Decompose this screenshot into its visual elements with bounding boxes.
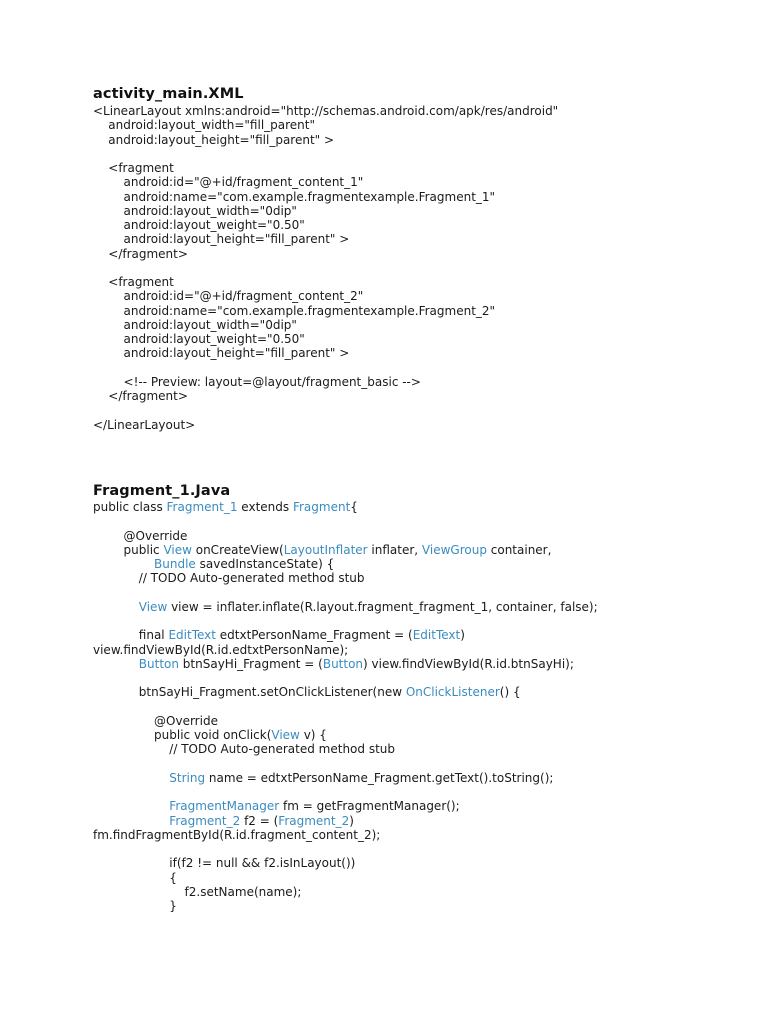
code-line bbox=[93, 685, 598, 699]
code-line bbox=[93, 332, 558, 346]
code-token: view = inflater.inflate(R.layout.fragment_fragment_1, container, false); bbox=[167, 599, 598, 614]
code-token: extends bbox=[237, 500, 293, 514]
code-token: // TODO Auto-generated method stub bbox=[93, 571, 365, 586]
code-type-token: EditText bbox=[168, 628, 216, 643]
code-token: // TODO Auto-generated method stub bbox=[93, 742, 396, 757]
code-line bbox=[93, 418, 558, 432]
code-token: if(f2 != null && f2.isInLayout()) bbox=[93, 856, 356, 871]
code-line bbox=[93, 261, 558, 275]
code-line bbox=[93, 856, 598, 870]
code-type-token: View bbox=[271, 728, 300, 742]
code-line bbox=[93, 375, 558, 389]
code-token: container, bbox=[486, 542, 552, 557]
code-type-token: Bundle bbox=[154, 557, 196, 571]
code-line bbox=[93, 785, 598, 799]
code-line bbox=[93, 118, 558, 132]
xml-code-block bbox=[93, 104, 558, 432]
code-token: </LinearLayout> bbox=[93, 417, 196, 432]
code-type-token: View bbox=[163, 542, 192, 557]
code-type-token: Fragment bbox=[292, 500, 351, 514]
code-line bbox=[93, 842, 598, 856]
code-line bbox=[93, 871, 598, 885]
code-type-token: Fragment_2 bbox=[278, 813, 350, 828]
code-token: <fragment bbox=[93, 275, 174, 289]
code-type-token: EditText bbox=[412, 628, 461, 643]
code-token: android:layout_height="fill_parent" > bbox=[93, 346, 350, 361]
code-line bbox=[93, 700, 598, 714]
code-type-token: Button bbox=[322, 656, 364, 671]
code-line bbox=[93, 529, 598, 543]
code-line bbox=[93, 275, 558, 289]
code-token: onCreateView( bbox=[191, 542, 284, 557]
code-token: f2 = ( bbox=[240, 813, 279, 828]
code-token: public void onClick( bbox=[93, 728, 272, 742]
code-type-token: String bbox=[169, 770, 206, 785]
code-line bbox=[93, 361, 558, 375]
code-line bbox=[93, 543, 598, 557]
code-line bbox=[93, 571, 598, 585]
code-token: android:id="@+id/fragment_content_1" bbox=[93, 175, 364, 190]
code-line bbox=[93, 885, 598, 899]
code-token: <fragment bbox=[93, 161, 174, 175]
code-token: view.findViewById(R.id.edtxtPersonName); bbox=[93, 642, 349, 657]
code-line bbox=[93, 500, 598, 514]
code-token: android:layout_weight="0.50" bbox=[93, 332, 305, 346]
code-line bbox=[93, 218, 558, 232]
code-line bbox=[93, 757, 598, 771]
code-token: edtxtPersonName_Fragment = ( bbox=[215, 628, 413, 643]
code-token: final bbox=[93, 628, 169, 643]
code-token: android:name="com.example.fragmentexample.Fragment_2" bbox=[93, 303, 496, 318]
code-type-token: Fragment_1 bbox=[166, 500, 238, 514]
code-token: f2.setName(name); bbox=[93, 884, 302, 899]
code-line bbox=[93, 161, 558, 175]
code-line bbox=[93, 557, 598, 571]
code-type-token: Fragment_2 bbox=[169, 813, 241, 828]
code-line bbox=[93, 828, 598, 842]
code-token: () { bbox=[499, 685, 521, 700]
code-line bbox=[93, 133, 558, 147]
code-line bbox=[93, 104, 558, 118]
code-line bbox=[93, 190, 558, 204]
xml-section-title: activity_main.XML bbox=[93, 86, 244, 102]
code-line bbox=[93, 586, 598, 600]
java-code-block bbox=[93, 500, 598, 913]
code-token: btnSayHi_Fragment = ( bbox=[178, 656, 323, 671]
code-line bbox=[93, 628, 598, 642]
code-token bbox=[93, 557, 154, 571]
code-line bbox=[93, 657, 598, 671]
code-token: android:layout_height="fill_parent" > bbox=[93, 132, 335, 147]
code-token: name = edtxtPersonName_Fragment.getText().toString(); bbox=[205, 770, 554, 785]
code-line bbox=[93, 304, 558, 318]
code-token bbox=[93, 799, 169, 813]
code-token: </fragment> bbox=[93, 389, 188, 403]
code-token: { bbox=[350, 500, 358, 514]
code-token: public class bbox=[93, 500, 167, 514]
code-line bbox=[93, 318, 558, 332]
code-token bbox=[93, 657, 139, 671]
code-token: android:layout_width="0dip" bbox=[93, 317, 297, 332]
code-type-token: OnClickListener bbox=[405, 685, 500, 700]
code-type-token: LayoutInflater bbox=[283, 542, 368, 557]
code-token: </fragment> bbox=[93, 246, 188, 261]
code-line bbox=[93, 289, 558, 303]
code-token: <LinearLayout xmlns:android="http://schemas.android.com/apk/res/android" bbox=[93, 104, 559, 118]
code-token: @Override bbox=[93, 713, 218, 728]
code-token: android:layout_height="fill_parent" > bbox=[93, 232, 350, 247]
code-type-token: ViewGroup bbox=[421, 542, 487, 557]
code-line bbox=[93, 643, 598, 657]
code-token bbox=[93, 771, 169, 785]
code-token: { bbox=[93, 870, 177, 885]
code-token: @Override bbox=[93, 528, 188, 543]
code-line bbox=[93, 742, 598, 756]
code-line bbox=[93, 175, 558, 189]
code-token: fm.findFragmentById(R.id.fragment_content_2); bbox=[93, 827, 381, 842]
code-token: android:layout_width="fill_parent" bbox=[93, 118, 316, 133]
code-token: ) bbox=[460, 628, 465, 643]
code-line bbox=[93, 714, 598, 728]
code-line bbox=[93, 814, 598, 828]
code-line bbox=[93, 147, 558, 161]
code-token: public bbox=[93, 542, 164, 557]
code-line bbox=[93, 771, 598, 785]
code-token: android:id="@+id/fragment_content_2" bbox=[93, 289, 364, 304]
code-line bbox=[93, 204, 558, 218]
code-token bbox=[93, 814, 169, 828]
code-token: v) { bbox=[299, 728, 327, 742]
code-type-token: Button bbox=[138, 656, 179, 671]
code-token: android:layout_weight="0.50" bbox=[93, 218, 305, 232]
code-token: ) view.findViewById(R.id.btnSayHi); bbox=[363, 656, 574, 671]
code-line bbox=[93, 232, 558, 246]
code-token: ) bbox=[349, 813, 354, 828]
code-token: btnSayHi_Fragment.setOnClickListener(new bbox=[93, 685, 406, 700]
code-token: inflater, bbox=[367, 542, 422, 557]
code-token: savedInstanceState) { bbox=[195, 557, 335, 571]
code-line bbox=[93, 247, 558, 261]
code-token: android:name="com.example.fragmentexample.Fragment_1" bbox=[93, 189, 496, 204]
code-line bbox=[93, 728, 598, 742]
code-token bbox=[93, 600, 139, 614]
code-line bbox=[93, 346, 558, 360]
code-line bbox=[93, 600, 598, 614]
code-line bbox=[93, 389, 558, 403]
code-token: android:layout_width="0dip" bbox=[93, 203, 297, 218]
code-token: } bbox=[93, 899, 177, 913]
code-line bbox=[93, 899, 598, 913]
code-token: fm = getFragmentManager(); bbox=[279, 799, 460, 814]
code-line bbox=[93, 614, 598, 628]
code-line bbox=[93, 671, 598, 685]
code-token: <!-- Preview: layout=@layout/fragment_basic --> bbox=[93, 374, 421, 389]
code-type-token: View bbox=[138, 599, 168, 614]
code-line bbox=[93, 403, 558, 417]
java-section-title: Fragment_1.Java bbox=[93, 483, 231, 499]
code-line bbox=[93, 799, 598, 813]
code-type-token: FragmentManager bbox=[169, 799, 280, 814]
code-line bbox=[93, 514, 598, 528]
